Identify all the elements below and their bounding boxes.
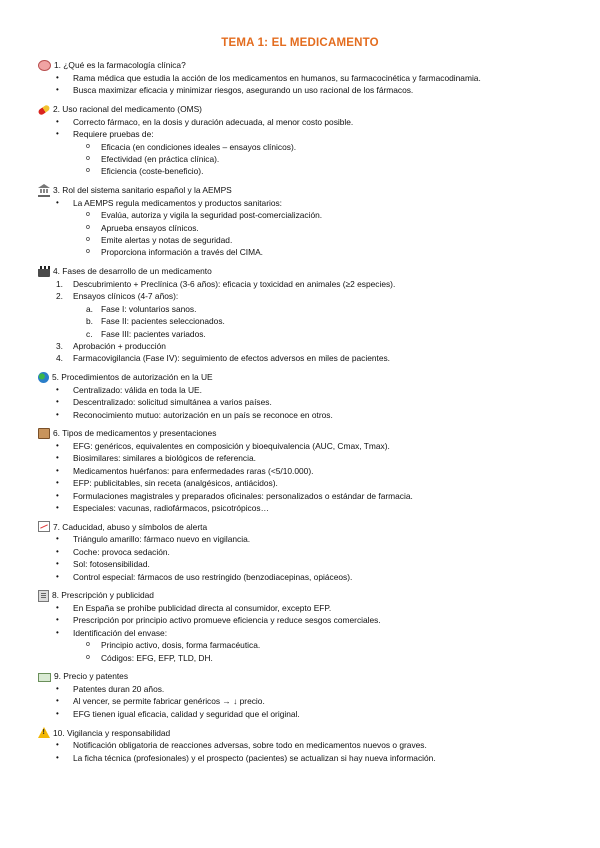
section-heading-text: 1. ¿Qué es la farmacología clínica? [54, 60, 186, 71]
section-heading [38, 520, 568, 533]
section-heading [38, 589, 568, 602]
list-item [38, 315, 568, 327]
list-marker: • [56, 752, 59, 762]
list-item [38, 440, 568, 452]
list-marker: • [56, 73, 59, 82]
section-heading [38, 371, 568, 384]
section-9 [38, 670, 568, 720]
list-item [38, 752, 568, 764]
list-marker: • [56, 397, 59, 407]
list-marker: o [86, 155, 90, 163]
list-item-text: La AEMPS regula medicamentos y productos sanitarios: [73, 197, 283, 208]
list-item-text: Correcto fármaco, en la dosis y duración adecuada, al menor costo posible. [73, 116, 354, 127]
list-item [38, 452, 568, 464]
list-marker: o [86, 223, 90, 231]
list-marker: o [86, 142, 90, 150]
pill-icon [37, 104, 50, 116]
list-marker: • [56, 708, 59, 718]
section-8 [38, 589, 568, 664]
list-item-text: Coche: provoca sedación. [73, 546, 170, 557]
list-item-text: Control especial: fármacos de uso restringido (benzodiacepinas, opiáceos). [73, 571, 353, 582]
brain-icon [38, 60, 51, 71]
list-item-text: Rama médica que estudia la acción de los medicamentos en humanos, su farmacocinética y farmacodinamia. [73, 73, 481, 83]
list-item-text: Principio activo, dosis, forma farmacéutica. [101, 640, 261, 651]
list-marker: • [56, 615, 59, 625]
globe-icon [38, 372, 49, 383]
list-marker: • [56, 502, 59, 512]
list-item [38, 683, 568, 695]
section-heading-text: 8. Prescripción y publicidad [52, 590, 154, 601]
list-item-text: Descubrimiento + Preclínica (3-6 años): eficacia y toxicidad en animales (≥2 especies). [73, 278, 396, 289]
section-heading [38, 184, 568, 197]
list-item-text: Notificación obligatoria de reacciones adversas, sobre todo en medicamentos nuevos o graves. [73, 740, 427, 751]
list-marker: • [56, 696, 59, 706]
list-item-text: Prescripción por principio activo promueve eficiencia y reduce sesgos comerciales. [73, 615, 381, 626]
list-marker: b. [86, 316, 93, 327]
list-marker: o [86, 248, 90, 256]
list-item-text: Ensayos clínicos (4-7 años): [73, 291, 179, 302]
list-marker: • [56, 197, 59, 207]
list-item [38, 695, 568, 707]
list-item [38, 116, 568, 128]
list-marker: o [86, 641, 90, 649]
section-heading-text: 5. Procedimientos de autorización en la UE [52, 372, 213, 383]
list-item-text: Medicamentos huérfanos: para enfermedades raras (<5/10.000). [73, 465, 314, 476]
list-marker: • [56, 546, 59, 556]
list-item-text: Patentes duran 20 años. [73, 684, 165, 695]
bank-icon [38, 184, 50, 197]
list-item [38, 477, 568, 489]
list-marker: c. [86, 328, 93, 339]
list-item-text: Fase III: pacientes variados. [101, 328, 206, 339]
list-item [38, 328, 568, 340]
section-heading-text: 10. Vigilancia y responsabilidad [53, 727, 171, 738]
list-item-text: EFG tienen igual eficacia, calidad y seguridad que el original. [73, 708, 300, 719]
list-item [38, 209, 568, 221]
list-item-text: Eficiencia (coste-beneficio). [101, 166, 204, 177]
list-item-text: Aprueba ensayos clínicos. [101, 222, 199, 233]
list-item [38, 546, 568, 558]
list-marker: • [56, 440, 59, 450]
list-item-text: Biosimilares: similares a biológicos de referencia. [73, 453, 256, 464]
list-item [38, 571, 568, 583]
list-item-text: Centralizado: válida en toda la UE. [73, 384, 202, 395]
section-3 [38, 184, 568, 259]
list-item-text: Identificación del envase: [73, 627, 168, 638]
list-item [38, 396, 568, 408]
list-item [38, 246, 568, 258]
list-marker: • [56, 684, 59, 694]
section-heading-text: 7. Caducidad, abuso y símbolos de alerta [53, 521, 208, 532]
list-marker: o [86, 211, 90, 219]
list-marker: o [86, 236, 90, 244]
list-marker: • [56, 490, 59, 500]
list-item [38, 409, 568, 421]
list-item-text: Reconocimiento mutuo: autorización en un país se reconoce en otros. [73, 409, 333, 420]
list-item [38, 84, 568, 96]
list-item [38, 384, 568, 396]
list-item [38, 739, 568, 751]
list-marker: • [56, 453, 59, 463]
list-item-text: Formulaciones magistrales y preparados oficinales: personalizados o estándar de farmacia. [73, 490, 413, 501]
package-icon [38, 428, 50, 439]
clapperboard-icon [38, 266, 50, 277]
list-item-text: Efectividad (en práctica clínica). [101, 154, 220, 165]
section-10 [38, 726, 568, 764]
list-item-text: Triángulo amarillo: fármaco nuevo en vigilancia. [73, 534, 251, 545]
list-item [38, 234, 568, 246]
list-item-text: Fase II: pacientes seleccionados. [101, 316, 225, 327]
list-item-text: Aprobación + producción [73, 340, 166, 351]
list-item-text: Farmacovigilancia (Fase IV): seguimiento de efectos adversos en miles de pacientes. [73, 353, 391, 364]
list-marker: • [56, 603, 59, 612]
list-item [38, 165, 568, 177]
list-marker: 1. [56, 278, 63, 289]
list-marker: • [56, 409, 59, 419]
list-marker: • [56, 534, 59, 544]
section-heading [38, 427, 568, 440]
list-item-text: Fase I: voluntarios sanos. [101, 303, 197, 314]
list-marker: o [86, 653, 90, 661]
list-item-text: Emite alertas y notas de seguridad. [101, 235, 233, 246]
section-4 [38, 265, 568, 365]
section-heading-text: 2. Uso racional del medicamento (OMS) [53, 104, 202, 115]
section-heading [38, 103, 568, 116]
list-marker: 4. [56, 353, 63, 364]
list-marker: 2. [56, 291, 63, 302]
list-marker: • [56, 384, 59, 394]
section-5 [38, 371, 568, 421]
page-title: TEMA 1: EL MEDICAMENTO [221, 37, 379, 49]
list-marker: • [56, 129, 59, 139]
section-heading [38, 59, 568, 72]
list-item [38, 502, 568, 514]
list-item [38, 533, 568, 545]
list-item [38, 278, 568, 290]
list-item-text: La ficha técnica (profesionales) y el prospecto (pacientes) se actualizan si hay nueva información. [73, 752, 436, 763]
list-item-text: Al vencer, se permite fabricar genéricos → ↓ precio. [73, 696, 265, 707]
section-heading-text: 6. Tipos de medicamentos y presentaciones [53, 428, 217, 439]
list-item [38, 558, 568, 570]
list-item [38, 340, 568, 352]
section-heading [38, 726, 568, 739]
section-7 [38, 520, 568, 583]
money-icon [38, 673, 51, 682]
list-marker: • [56, 465, 59, 475]
list-item [38, 465, 568, 477]
list-item [38, 128, 568, 140]
list-item-text: Busca maximizar eficacia y minimizar riesgos, asegurando un uso racional de los fármacos. [73, 85, 414, 96]
list-marker: • [56, 571, 59, 581]
list-item [38, 222, 568, 234]
list-marker: o [86, 167, 90, 175]
section-2 [38, 103, 568, 178]
list-marker: • [56, 559, 59, 569]
list-item [38, 72, 568, 84]
list-item-text: Evalúa, autoriza y vigila la seguridad post-comercialización. [101, 210, 323, 221]
list-item [38, 197, 568, 209]
document-content [38, 59, 568, 770]
list-item [38, 490, 568, 502]
section-heading [38, 265, 568, 278]
list-item [38, 153, 568, 165]
list-item [38, 639, 568, 651]
document-icon [38, 590, 49, 602]
list-item [38, 141, 568, 153]
list-item [38, 708, 568, 720]
list-item-text: EFG: genéricos, equivalentes en composición y bioequivalencia (AUC, Cmax, Tmax). [73, 440, 390, 451]
list-item-text: Descentralizado: solicitud simultánea a varios países. [73, 397, 272, 408]
section-1 [38, 59, 568, 97]
section-heading-text: 4. Fases de desarrollo de un medicamento [53, 266, 212, 277]
list-item [38, 614, 568, 626]
list-marker: • [56, 116, 59, 126]
list-item-text: Eficacia (en condiciones ideales – ensayos clínicos). [101, 141, 297, 152]
list-item-text: Especiales: vacunas, radiofármacos, psicotrópicos… [73, 502, 269, 513]
list-item [38, 602, 568, 614]
section-heading-text: 9. Precio y patentes [54, 671, 129, 682]
section-heading [38, 670, 568, 683]
list-marker: • [56, 85, 59, 95]
list-marker: • [56, 627, 59, 637]
list-item-text: Proporciona información a través del CIMA. [101, 247, 263, 258]
list-item-text: EFP: publicitables, sin receta (analgésicos, antiácidos). [73, 478, 278, 489]
chart-icon [38, 521, 50, 532]
list-marker: • [56, 478, 59, 488]
list-item-text: Sol: fotosensibilidad. [73, 559, 150, 570]
list-item [38, 627, 568, 639]
list-item [38, 652, 568, 664]
list-item [38, 290, 568, 302]
warning-icon [38, 727, 50, 738]
section-heading-text: 3. Rol del sistema sanitario español y la AEMPS [53, 185, 232, 196]
list-item-text: Requiere pruebas de: [73, 129, 154, 140]
list-marker: a. [86, 303, 93, 314]
list-item-text: Códigos: EFG, EFP, TLD, DH. [101, 652, 213, 663]
list-item [38, 303, 568, 315]
list-marker: • [56, 740, 59, 750]
section-6 [38, 427, 568, 514]
list-marker: 3. [56, 340, 63, 351]
list-item [38, 352, 568, 364]
list-item-text: En España se prohíbe publicidad directa al consumidor, excepto EFP. [73, 603, 332, 613]
